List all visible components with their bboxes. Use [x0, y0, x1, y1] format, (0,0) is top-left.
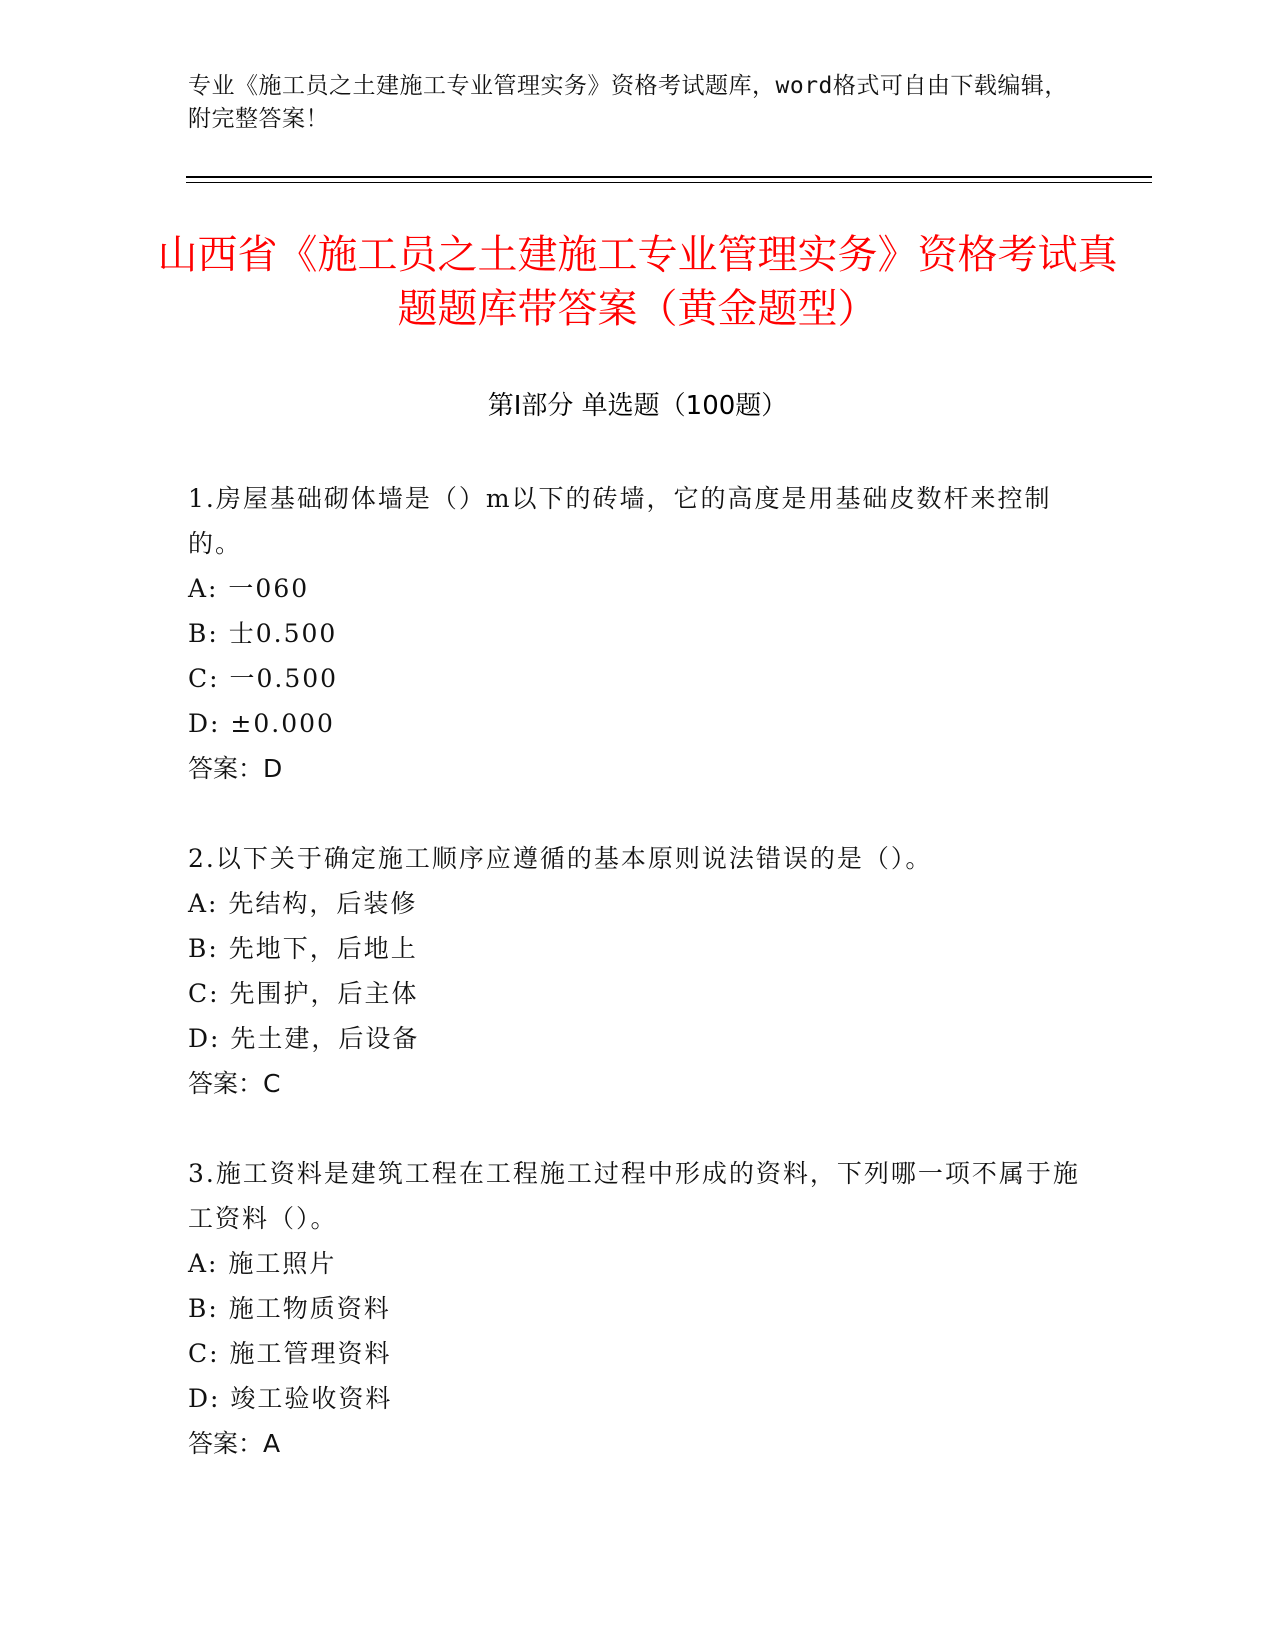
header-note: 专业《施工员之土建施工专业管理实务》资格考试题库，word格式可自由下载编辑，附完整答案！	[188, 73, 1068, 132]
question-stem: 2.以下关于确定施工顺序应遵循的基本原则说法错误的是（）。	[188, 844, 933, 873]
option-b: B: 施工物质资料	[188, 1294, 391, 1323]
option-a: A: 一060	[188, 574, 310, 603]
answer-line: 答案：D	[188, 754, 283, 783]
option-b: B: 士0.500	[188, 619, 338, 648]
header-rule-thin	[186, 182, 1152, 183]
option-d: D: 先土建，后设备	[188, 1024, 420, 1053]
option-a: A: 施工照片	[188, 1249, 337, 1278]
question-stem: 3.施工资料是建筑工程在工程施工过程中形成的资料，下列哪一项不属于施工资料（）。	[188, 1159, 1080, 1233]
option-d: D: 竣工验收资料	[188, 1384, 393, 1413]
option-c: C: 先围护，后主体	[188, 979, 419, 1008]
question-stem: 1.房屋基础砌体墙是（）m以下的砖墙，它的高度是用基础皮数杆来控制的。	[188, 484, 1052, 558]
option-a: A: 先结构，后装修	[188, 889, 418, 918]
option-c: C: 施工管理资料	[188, 1339, 392, 1368]
document-title: 山西省《施工员之土建施工专业管理实务》资格考试真题题库带答案（黄金题型）	[157, 232, 1118, 332]
answer-line: 答案：C	[188, 1069, 281, 1098]
question-item	[188, 836, 1088, 1106]
answer-line: 答案：A	[188, 1429, 281, 1458]
question-item	[188, 476, 1088, 791]
section-title: 第Ⅰ部分 单选题（100题）	[487, 391, 788, 421]
option-b: B: 先地下，后地上	[188, 934, 418, 963]
option-d: D: ±0.000	[188, 709, 335, 738]
question-list	[188, 476, 1088, 1511]
header-rule-thick	[186, 176, 1152, 178]
option-c: C: 一0.500	[188, 664, 339, 693]
question-item	[188, 1151, 1088, 1466]
